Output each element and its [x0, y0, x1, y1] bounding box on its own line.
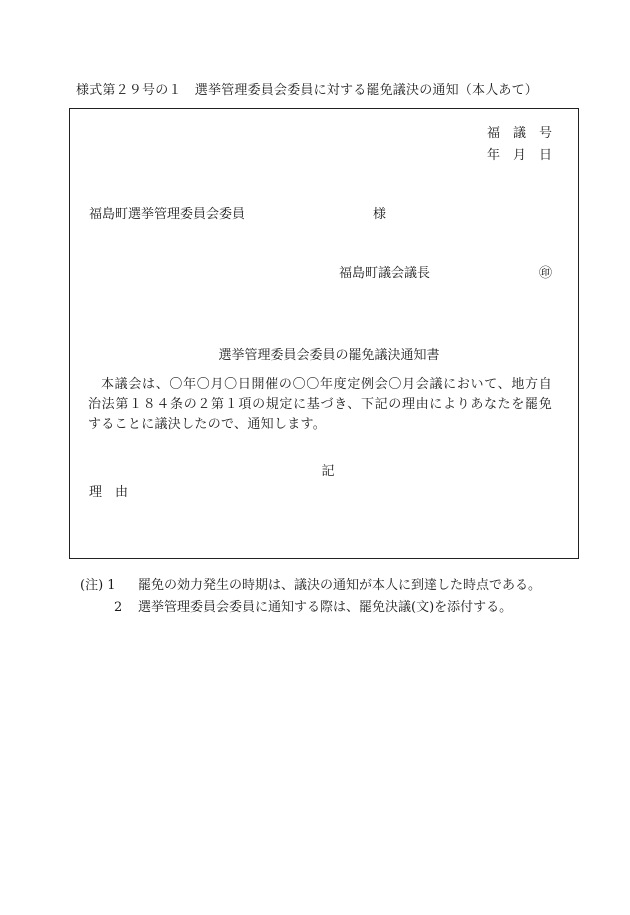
body-text: 本議会は、〇年〇月〇日開催の〇〇年度定例会〇月会議において、地方自治法第１８４条の２第１項の規定に基づき、下記の理由によりあなたを罷免することに議決したので、通知します。	[88, 377, 552, 432]
note-item	[80, 575, 541, 597]
form-title: 様式第２９号の１ 選挙管理委員会委員に対する罷免議決の通知（本人あて）	[76, 83, 539, 98]
addressee: 福島町選挙管理委員会委員	[89, 207, 246, 222]
reason-label: 理 由	[89, 485, 129, 500]
note-text: 選挙管理委員会委員に通知する際は、罷免決議(文)を添付する。	[138, 600, 513, 615]
sender: 福島町議会議長	[339, 266, 431, 281]
notes	[80, 575, 541, 619]
document-date-line: 年 月 日	[486, 148, 552, 163]
document-number-line: 福 議 号	[486, 126, 552, 141]
notification-document	[69, 108, 579, 559]
ki-marker: 記	[321, 464, 335, 479]
note-number: 2	[114, 600, 123, 615]
note-prefix: (注) 1	[80, 578, 116, 593]
honorific: 様	[373, 207, 387, 222]
document-heading: 選挙管理委員会委員の罷免議決通知書	[218, 348, 440, 363]
note-text: 罷免の効力発生の時期は、議決の通知が本人に到達した時点である。	[138, 578, 542, 593]
note-item	[80, 597, 541, 619]
seal-mark: ㊞	[538, 266, 552, 281]
